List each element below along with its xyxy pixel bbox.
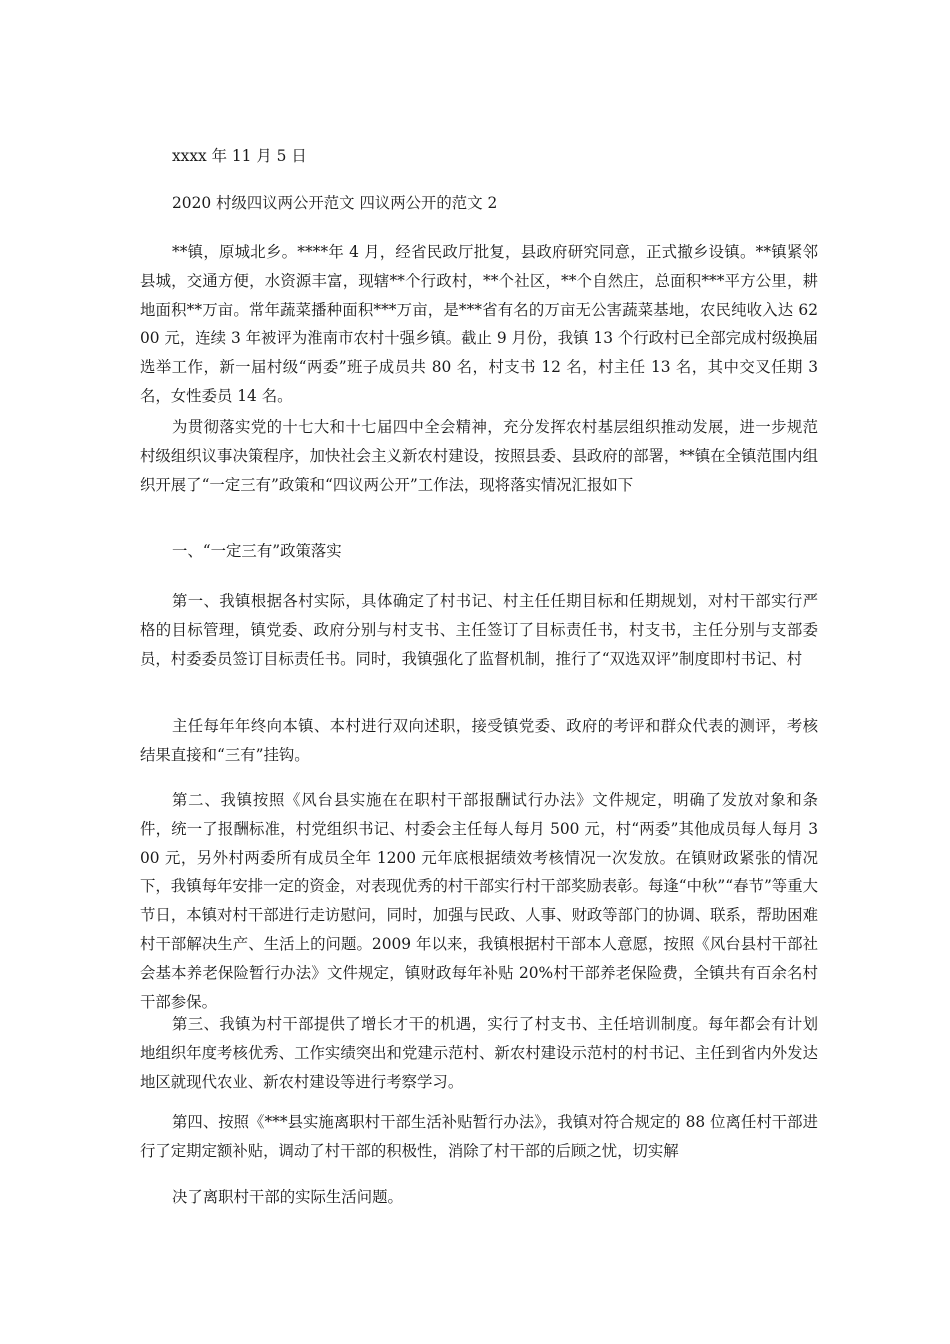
paragraph-third: 第三、我镇为村干部提供了增长才干的机遇，实行了村支书、主任培训制度。每年都会有计划地组织年度考核优秀、工作实绩突出和党建示范村、新农村建设示范村的村书记、主任到省内外发达地区就现代农业、新农村建设等进行考察学习。 xyxy=(140,1015,818,1091)
paragraph-fourth-continued: 决了离职村干部的实际生活问题。 xyxy=(172,1188,403,1206)
paragraph-second: 第二、我镇按照《风台县实施在在职村干部报酬试行办法》文件规定，明确了发放对象和条件，统一了报酬标准，村党组织书记、村委会主任每人每月 500 元，村“两委”其他成员每人每月 300 元，另外村两委所有成员全年 1200 元年底根据绩效考核情况一次发放。在镇财政紧张的情况下，我镇每年安排一定的资金，对表现优秀的村干部实行村干部奖励表彰。每逢“中秋”“春节”等重大节日，本镇对村干部进行走访慰问，同时，加强与民政、人事、财政等部门的协调、联系，帮助困难村干部解决生产、生活上的问题。2009 年以来，我镇根据村干部本人意愿，按照《风台县村干部社会基本养老保险暂行办法》文件规定，镇财政每年补贴 20%村干部养老保险费，全镇共有百余名村干部参保。 xyxy=(140,791,818,1011)
paragraph-town-overview: **镇，原城北乡。****年 4 月，经省民政厅批复，县政府研究同意，正式撤乡设镇。**镇紧邻县城，交通方便，水资源丰富，现辖**个行政村，**个社区，**个自然庄，总面积***平方公里，耕地面积**万亩。常年蔬菜播种面积***万亩，是***省有名的万亩无公害蔬菜基地，农民纯收入达 6200 元，连续 3 年被评为淮南市农村十强乡镇。截止 9 月份，我镇 13 个行政村已全部完成村级换届选举工作，新一届村级“两委”班子成员共 80 名，村支书 12 名，村主任 13 名，其中交叉任期 3 名，女性委员 14 名。 xyxy=(140,243,818,405)
section-heading-policy: 一、“一定三有”政策落实 xyxy=(172,542,342,560)
paragraph-first: 第一、我镇根据各村实际，具体确定了村书记、村主任任期目标和任期规划，对村干部实行严格的目标管理，镇党委、政府分别与村支书、主任签订了目标责任书，村支书，主任分别与支部委员，村委委员签订目标责任书。同时，我镇强化了监督机制，推行了“双选双评”制度即村书记、村 xyxy=(140,592,818,668)
paragraph-first-continued: 主任每年年终向本镇、本村进行双向述职，接受镇党委、政府的考评和群众代表的测评，考核结果直接和“三有”挂钩。 xyxy=(140,717,818,764)
paragraph-purpose: 为贯彻落实党的十七大和十七届四中全会精神，充分发挥农村基层组织推动发展，进一步规范村级组织议事决策程序，加快社会主义新农村建设，按照县委、县政府的部署，**镇在全镇范围内组织开展了“一定三有”政策和“四议两公开”工作法，现将落实情况汇报如下 xyxy=(140,418,818,494)
document-title: 2020 村级四议两公开范文 四议两公开的范文 2 xyxy=(172,194,498,212)
date-line: xxxx 年 11 月 5 日 xyxy=(172,147,307,165)
paragraph-fourth: 第四、按照《***县实施离职村干部生活补贴暂行办法》，我镇对符合规定的 88 位离任村干部进行了定期定额补贴，调动了村干部的积极性，消除了村干部的后顾之忧，切实解 xyxy=(140,1113,818,1160)
